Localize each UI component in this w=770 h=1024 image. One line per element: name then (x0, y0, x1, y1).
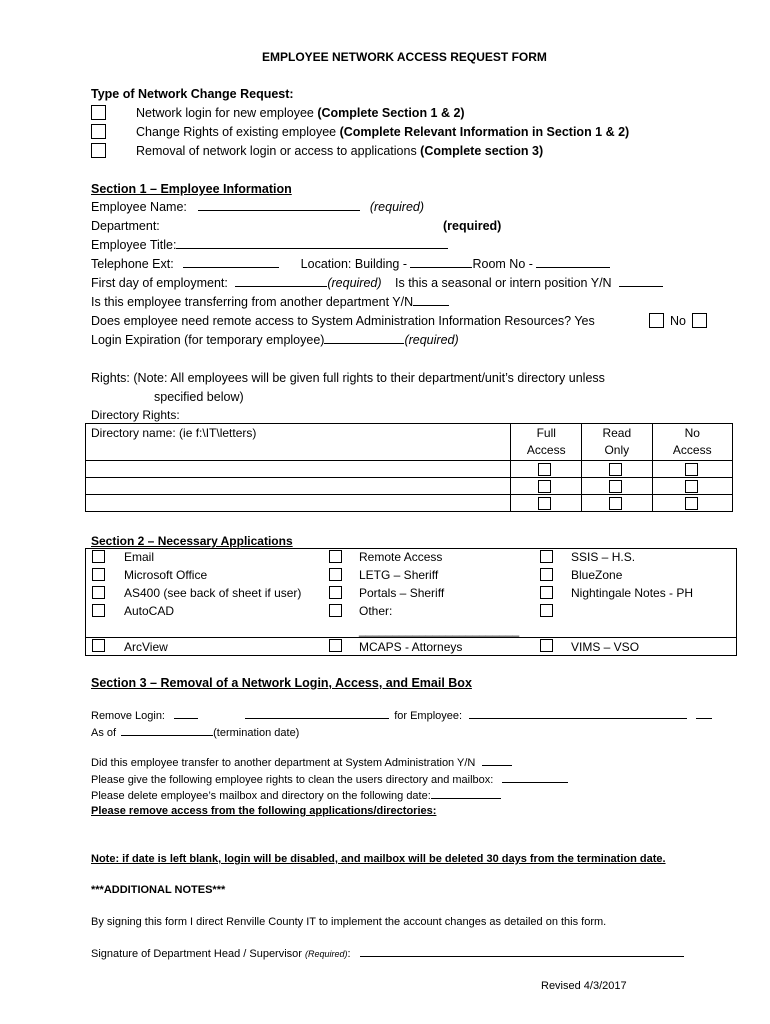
required-note: (required) (369, 200, 425, 214)
app-portals-sheriff: Portals – Sheriff (359, 586, 445, 600)
app-email: Email (124, 550, 155, 564)
employee-title-row (91, 238, 448, 252)
termination-date-label: (termination date) (213, 727, 300, 739)
revised-date: Revised 4/3/2017 (541, 980, 627, 992)
no-access-cell (652, 461, 732, 478)
portals-sheriff-checkbox[interactable] (329, 586, 342, 599)
full-access-checkbox[interactable] (538, 497, 551, 510)
telephone-field[interactable] (183, 267, 279, 268)
section1-heading: Section 1 – Employee Information (91, 182, 292, 196)
telephone-row (91, 257, 610, 271)
app-other: Other: (359, 604, 393, 618)
directory-name-header: Directory name: (ie f:\IT\letters) (86, 424, 511, 461)
email-checkbox[interactable] (92, 550, 105, 563)
remove-login-row (91, 710, 712, 722)
app-microsoft-office: Microsoft Office (124, 568, 208, 582)
table-header-row (86, 424, 733, 461)
remote-no-checkbox[interactable] (692, 313, 707, 328)
read-only-checkbox[interactable] (609, 480, 622, 493)
as400-checkbox[interactable] (92, 586, 105, 599)
transfer-question: Did this employee transfer to another department at System Administration Y/N (91, 757, 476, 769)
employee-title-field[interactable] (176, 248, 448, 249)
header-line: Access (526, 443, 566, 457)
app-remote-access: Remote Access (359, 550, 443, 564)
for-employee-label: for Employee: (394, 710, 463, 722)
room-field[interactable] (536, 267, 610, 268)
give-rights-field[interactable] (502, 782, 568, 783)
first-day-label: First day of employment: (91, 276, 228, 290)
mcaps-checkbox[interactable] (329, 639, 342, 652)
give-rights-label: Please give the following employee rights to clean the users directory and mailbox: (91, 774, 494, 786)
full-access-cell (511, 495, 582, 512)
login-expiration-row (91, 333, 459, 347)
give-rights-row (91, 774, 568, 786)
remove-login-field-a[interactable] (174, 718, 198, 719)
letg-sheriff-checkbox[interactable] (329, 568, 342, 581)
first-day-row (91, 276, 663, 290)
directory-name-cell[interactable] (86, 495, 511, 512)
location-label: Location: Building - (300, 257, 407, 271)
signature-field[interactable] (360, 956, 684, 957)
seasonal-label: Is this a seasonal or intern position Y/N (395, 276, 612, 290)
employee-title-label: Employee Title: (91, 238, 177, 252)
read-only-checkbox[interactable] (609, 497, 622, 510)
read-only-header (582, 424, 652, 461)
additional-notes: ***ADDITIONAL NOTES*** (91, 884, 226, 896)
microsoft-office-checkbox[interactable] (92, 568, 105, 581)
arcview-checkbox[interactable] (92, 639, 105, 652)
login-expiration-field[interactable] (324, 343, 404, 344)
transfer-field[interactable] (413, 305, 449, 306)
for-employee-field[interactable] (469, 718, 687, 719)
app-bluezone: BlueZone (571, 568, 623, 582)
header-line: Full (536, 426, 556, 440)
remote-no-label: No (670, 314, 686, 328)
remote-access-row (91, 314, 595, 328)
remove-access-label: Please remove access from the following applications/directories: (91, 805, 437, 817)
vims-checkbox[interactable] (540, 639, 553, 652)
remote-access-checkbox[interactable] (329, 550, 342, 563)
signature-row (91, 948, 684, 960)
employee-name-field[interactable] (198, 210, 360, 211)
department-label: Department: (91, 219, 160, 233)
app-arcview: ArcView (124, 640, 168, 654)
required-note: (required) (327, 276, 382, 290)
first-day-field[interactable] (235, 286, 327, 287)
full-access-checkbox[interactable] (538, 463, 551, 476)
option-note: (Complete Relevant Information in Section 1 & 2) (339, 125, 630, 139)
app-ssis: SSIS – H.S. (571, 550, 636, 564)
table-row (86, 478, 733, 495)
transfer-answer-field[interactable] (482, 765, 512, 766)
required-note: (required) (404, 333, 459, 347)
no-access-header (652, 424, 732, 461)
section2-heading: Section 2 – Necessary Applications (91, 534, 293, 548)
building-field[interactable] (410, 267, 472, 268)
header-line: Read (602, 426, 632, 440)
employee-name-row (91, 200, 424, 214)
directory-name-cell[interactable] (86, 461, 511, 478)
change-option-rights (136, 125, 629, 139)
app-autocad: AutoCAD (124, 604, 175, 618)
full-access-cell (511, 461, 582, 478)
rights-note-1: Rights: (Note: All employees will be given full rights to their department/unit’s directory unless (91, 371, 605, 385)
table-row (86, 461, 733, 478)
delete-mailbox-field[interactable] (431, 798, 501, 799)
autocad-checkbox[interactable] (92, 604, 105, 617)
transfer-label: Is this employee transferring from another department Y/N (91, 295, 414, 309)
app-as400: AS400 (see back of sheet if user) (124, 586, 302, 600)
full-access-header (511, 424, 582, 461)
full-access-checkbox[interactable] (538, 480, 551, 493)
change-type-heading: Type of Network Change Request: (91, 87, 294, 101)
read-only-cell (582, 461, 652, 478)
delete-mailbox-row (91, 790, 501, 802)
app-letg-sheriff: LETG – Sheriff (359, 568, 439, 582)
as-of-label: As of (91, 727, 117, 739)
read-only-cell (582, 478, 652, 495)
full-access-cell (511, 478, 582, 495)
employee-name-label: Employee Name: (91, 200, 187, 214)
transfer-row (91, 295, 449, 309)
option-label: Change Rights of existing employee (136, 125, 340, 139)
signing-statement: By signing this form I direct Renville County IT to implement the account changes as detailed on this form. (91, 916, 607, 928)
directory-table (85, 423, 733, 512)
remove-login-label: Remove Login: (91, 710, 165, 722)
blank-app-checkbox[interactable] (540, 604, 553, 617)
telephone-label: Telephone Ext: (91, 257, 174, 271)
table-row (86, 495, 733, 512)
header-line: Access (672, 443, 712, 457)
department-required: (required) (443, 219, 502, 233)
ssis-checkbox[interactable] (540, 550, 553, 563)
app-mcaps: MCAPS - Attorneys (359, 640, 463, 654)
header-line: No (684, 426, 700, 440)
remove-login-field-b[interactable] (245, 718, 389, 719)
no-access-checkbox[interactable] (685, 480, 698, 493)
app-nightingale: Nightingale Notes - PH (571, 586, 694, 600)
other-app-field[interactable]: ________________________ (359, 623, 520, 637)
no-access-cell (652, 478, 732, 495)
rights-note-2: specified below) (154, 390, 244, 404)
header-line: Only (604, 443, 630, 457)
change-option-new (136, 106, 465, 120)
blank-date-note: Note: if date is left blank, login will be disabled, and mailbox will be deleted 30 days from the termination date. (91, 853, 666, 865)
nightingale-checkbox[interactable] (540, 586, 553, 599)
section3-heading: Section 3 – Removal of a Network Login, Access, and Email Box (91, 676, 472, 690)
app-vims: VIMS – VSO (571, 640, 640, 654)
removal-checkbox[interactable] (91, 143, 106, 158)
form-title: EMPLOYEE NETWORK ACCESS REQUEST FORM (262, 50, 547, 64)
bluezone-checkbox[interactable] (540, 568, 553, 581)
as-of-field[interactable] (121, 735, 213, 736)
other-app-checkbox[interactable] (329, 604, 342, 617)
transfer-question-row (91, 757, 512, 769)
change-option-removal (136, 144, 543, 158)
option-label: Network login for new employee (136, 106, 318, 120)
directory-rights-label: Directory Rights: (91, 408, 180, 422)
no-access-checkbox[interactable] (685, 463, 698, 476)
room-label: Room No - (472, 257, 533, 271)
as-of-row (91, 727, 299, 739)
applications-divider (85, 637, 737, 638)
option-label: Removal of network login or access to applications (136, 144, 421, 158)
read-only-cell (582, 495, 652, 512)
remote-access-label: Does employee need remote access to System Administration Information Resources? Yes (91, 314, 595, 328)
no-access-checkbox[interactable] (685, 497, 698, 510)
login-expiration-label: Login Expiration (for temporary employee) (91, 333, 325, 347)
for-employee-field-end[interactable] (696, 718, 712, 719)
signature-required: (Required) (305, 949, 348, 959)
no-access-cell (652, 495, 732, 512)
remote-yes-checkbox[interactable] (649, 313, 664, 328)
read-only-checkbox[interactable] (609, 463, 622, 476)
change-rights-checkbox[interactable] (91, 124, 106, 139)
signature-label: Signature of Department Head / Supervisor (91, 948, 302, 960)
delete-mailbox-label: Please delete employee’s mailbox and directory on the following date: (91, 790, 431, 802)
directory-name-cell[interactable] (86, 478, 511, 495)
option-note: (Complete section 3) (420, 144, 544, 158)
seasonal-field[interactable] (619, 286, 663, 287)
new-employee-checkbox[interactable] (91, 105, 106, 120)
option-note: (Complete Section 1 & 2) (317, 106, 465, 120)
signature-colon: : (347, 948, 351, 960)
